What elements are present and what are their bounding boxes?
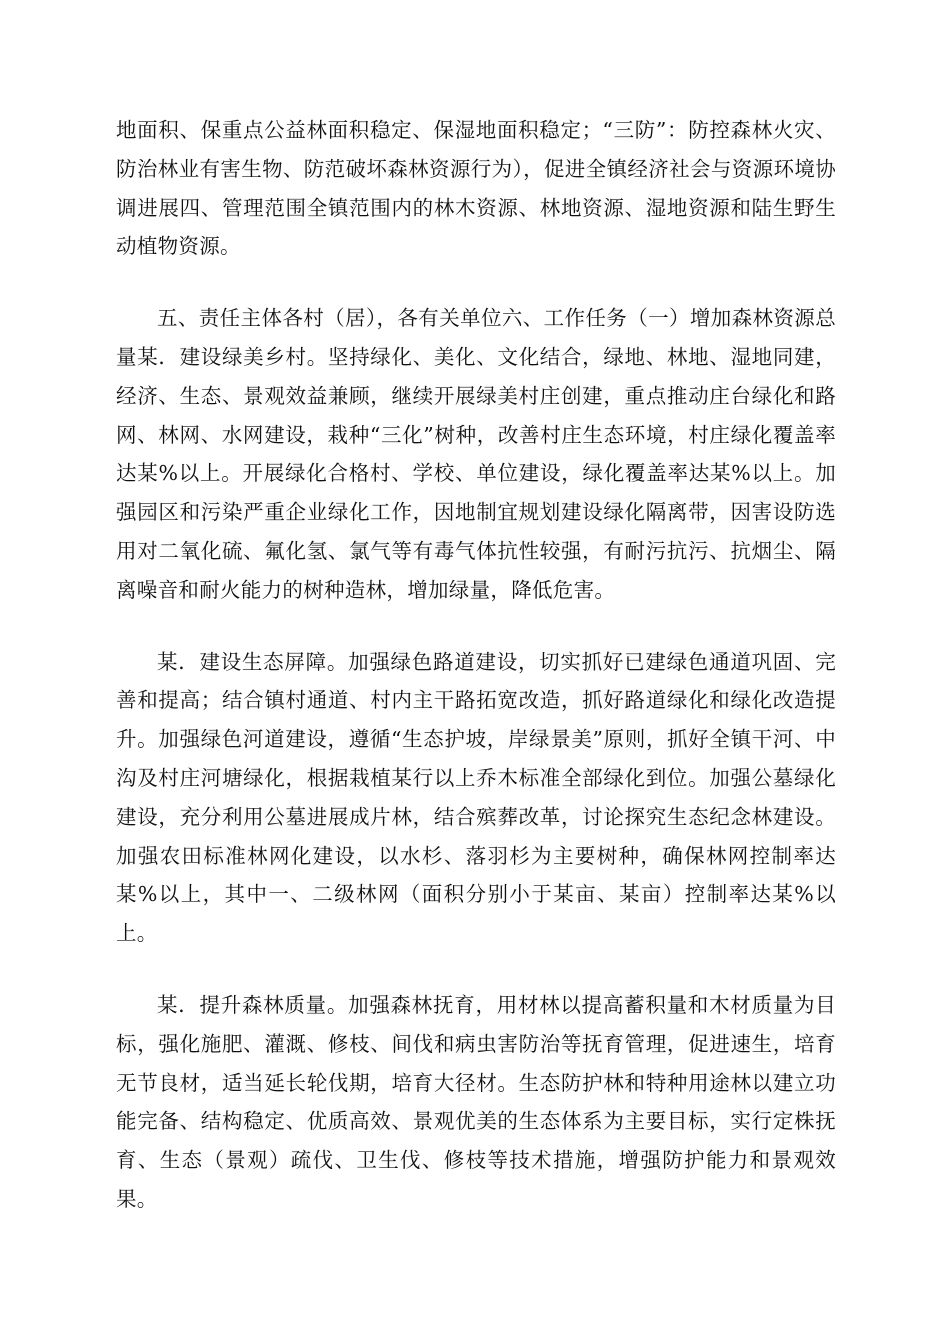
paragraph-ecological-barrier: 某．建设生态屏障。加强绿色路道建设，切实抓好已建绿色通道巩固、完善和提高；结合镇村通道、村内主干路拓宽改造，抓好路道绿化和绿化改造提升。加强绿色河道建设，遵循“生态护坡，岸绿景美”原则，抓好全镇干河、中沟及村庄河塘绿化，根据栽植某行以上乔木标准全部绿化到位。加强公墓绿化建设，充分利用公墓进展成片林，结合殡葬改革，讨论探究生态纪念林建设。加强农田标准林网化建设，以水杉、落羽杉为主要树种，确保林网控制率达某%以上，其中一、二级林网（面积分别小于某亩、某亩）控制率达某%以上。 [116, 649, 836, 946]
paragraph-forest-quality: 某．提升森林质量。加强森林抚育，用材林以提高蓄积量和木材质量为目标，强化施肥、灌溉、修枝、间伐和病虫害防治等抚育管理，促进速生，培育无节良材，适当延长轮伐期，培育大径材。生态防护林和特种用途林以建立功能完备、结构稳定、优质高效、景观优美的生态体系为主要目标，实行定株抚育、生态（景观）疏伐、卫生伐、修枝等技术措施，增强防护能力和景观效果。 [116, 992, 836, 1211]
document-body [116, 111, 836, 1252]
paragraph-responsibility-and-tasks: 五、责任主体各村（居），各有关单位六、工作任务（一）增加森林资源总量某．建设绿美乡村。坚持绿化、美化、文化结合，绿地、林地、湿地同建，经济、生态、景观效益兼顾，继续开展绿美村庄创建，重点推动庄台绿化和路网、林网、水网建设，栽种“三化”树种，改善村庄生态环境，村庄绿化覆盖率达某%以上。开展绿化合格村、学校、单位建设，绿化覆盖率达某%以上。加强园区和污染严重企业绿化工作，因地制宜规划建设绿化隔离带，因害设防选用对二氧化硫、氟化氢、氯气等有毒气体抗性较强，有耐污抗污、抗烟尘、隔离噪音和耐火能力的树种造林，增加绿量，降低危害。 [116, 306, 836, 602]
paragraph-continuation: 地面积、保重点公益林面积稳定、保湿地面积稳定；“三防”：防控森林火灾、防治林业有害生物、防范破坏森林资源行为），促进全镇经济社会与资源环境协调进展四、管理范围全镇范围内的林木资源、林地资源、湿地资源和陆生野生动植物资源。 [116, 118, 836, 259]
